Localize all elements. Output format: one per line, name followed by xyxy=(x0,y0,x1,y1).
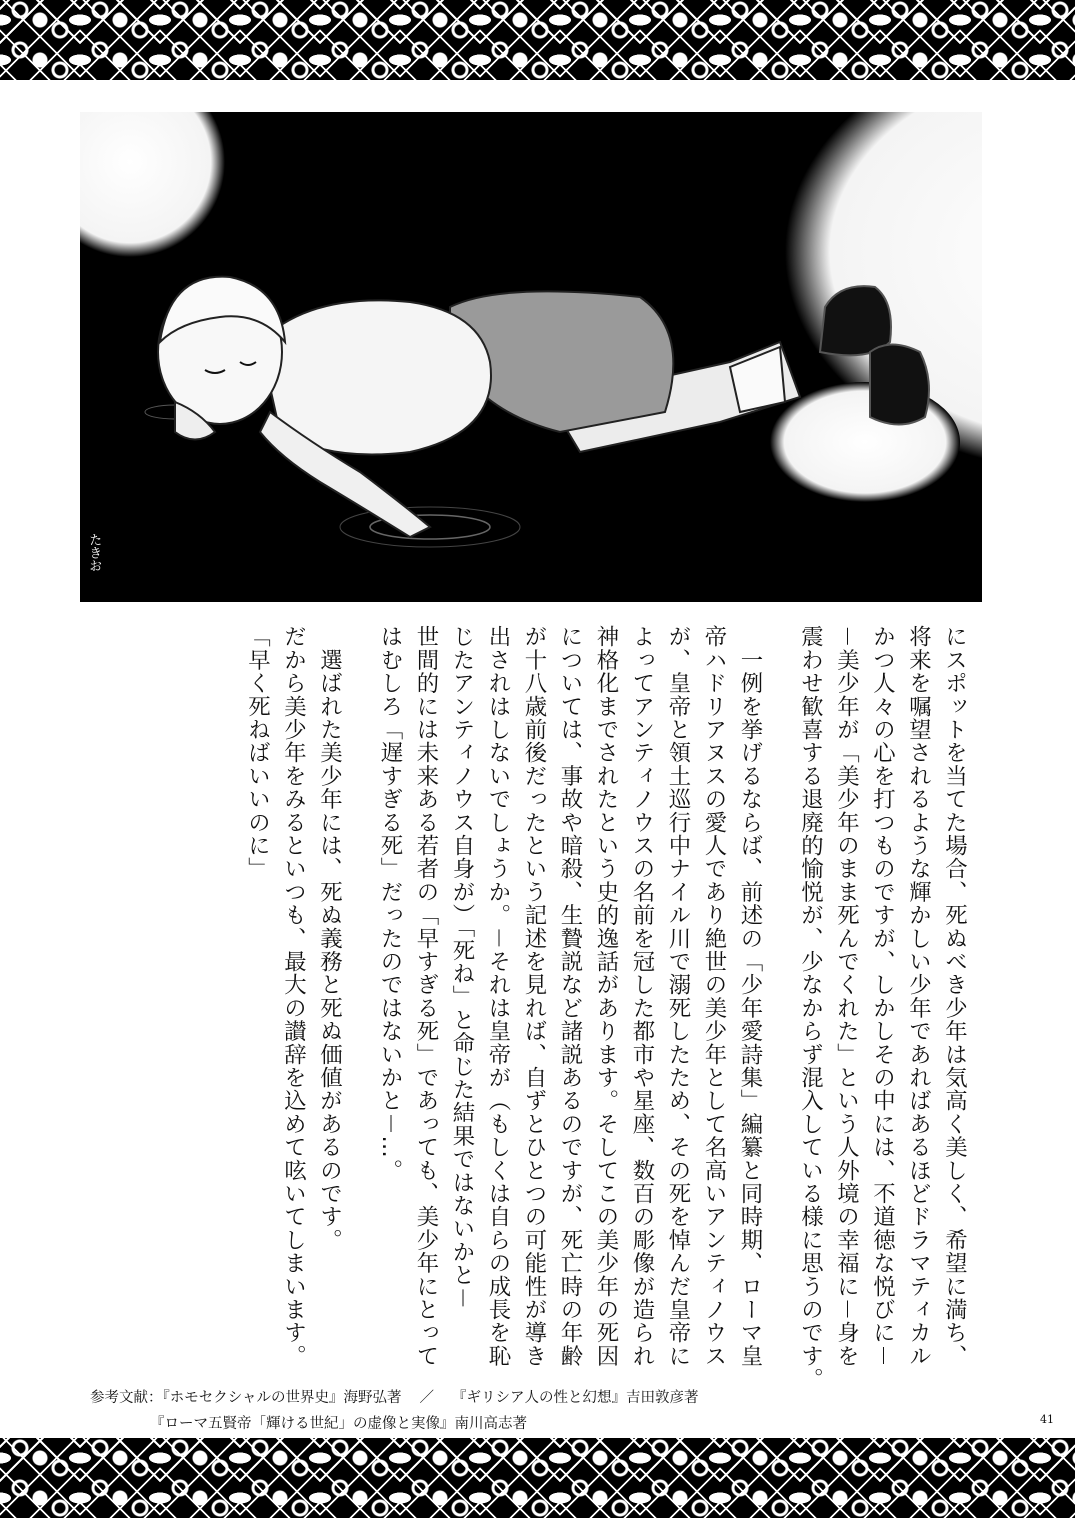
references-section xyxy=(90,1385,990,1437)
text-column: が、皇帝と領土巡行中ナイル川で溺死したため、その死を悼んだ皇帝に xyxy=(665,625,691,1368)
reference-item: 『ローマ五賢帝「輝ける世紀」の虚像と実像』南川高志著 xyxy=(150,1416,527,1432)
text-column: 神格化までされたという史的逸話があります。そしてこの美少年の死因 xyxy=(593,625,619,1368)
text-column: じたアンティノウス自身が）「死ね」と命じた結果ではないかと－ xyxy=(449,625,475,1310)
text-column: 世間的には未来ある若者の「早すぎる死」であっても、美少年にとって xyxy=(413,625,439,1368)
references-line-1 xyxy=(90,1385,990,1411)
text-column: 将来を嘱望されるような輝かしい少年であればあるほどドラマティカル xyxy=(905,625,932,1368)
references-line-2 xyxy=(90,1411,990,1437)
text-column: 出されはしないでしょうか。－それは皇帝が（もしくは自らの成長を恥 xyxy=(485,625,511,1368)
vertical-text-block xyxy=(62,625,972,1391)
text-column: 一例を挙げるならば、前述の「少年愛詩集」編纂と同時期、ローマ皇 xyxy=(737,625,763,1368)
artist-signature: たきお xyxy=(86,533,102,572)
reference-item: 『ギリシア人の性と幻想』吉田敦彦著 xyxy=(451,1390,699,1406)
illustration-sleeping-boy xyxy=(80,112,982,602)
text-column: 帝ハドリアヌスの愛人であり絶世の美少年として名高いアンティノウス xyxy=(701,625,727,1368)
text-column: が十八歳前後だったという記述を見れば、自ずとひとつの可能性が導き xyxy=(521,625,547,1368)
text-column: だから美少年をみるといつも、最大の讃辞を込めて呟いてしまいます。 xyxy=(280,625,307,1368)
text-column: については、事故や暗殺、生贄説など諸説あるのですが、死亡時の年齢 xyxy=(557,625,583,1368)
light-glow-small-shape xyxy=(770,382,960,502)
illustration-drawing xyxy=(80,112,982,602)
text-column: にスポットを当てた場合、死ぬべき少年は気高く美しく、希望に満ち、 xyxy=(941,625,968,1368)
text-column: よってアンティノウスの名前を冠した都市や星座、数百の彫像が造られ xyxy=(629,625,655,1368)
text-column: －美少年が「美少年のまま死んでくれた」という人外境の幸福に－身を xyxy=(833,625,860,1368)
top-ornamental-border xyxy=(0,0,1075,80)
text-column: 「早く死ねばいいのに」 xyxy=(244,625,271,881)
text-column: 震わせ歓喜する退廃的愉悦が、少なからず混入している様に思うのです。 xyxy=(797,625,824,1391)
bottom-ornamental-border xyxy=(0,1438,1075,1518)
references-label: 参考文献： xyxy=(90,1390,163,1406)
reference-separator: ／ xyxy=(419,1390,434,1406)
text-column: かつ人々の心を打つものですが、しかしその中には、不道徳な悦びに－ xyxy=(869,625,896,1368)
page-number: 41 xyxy=(1040,1413,1054,1426)
text-column: はむしろ「遅すぎる死」だったのではないかと－…。 xyxy=(377,625,403,1182)
reference-item: 『ホモセクシャルの世界史』海野弘著 xyxy=(162,1390,402,1406)
text-column: 選ばれた美少年には、死ぬ義務と死ぬ価値があるのです。 xyxy=(316,625,343,1252)
